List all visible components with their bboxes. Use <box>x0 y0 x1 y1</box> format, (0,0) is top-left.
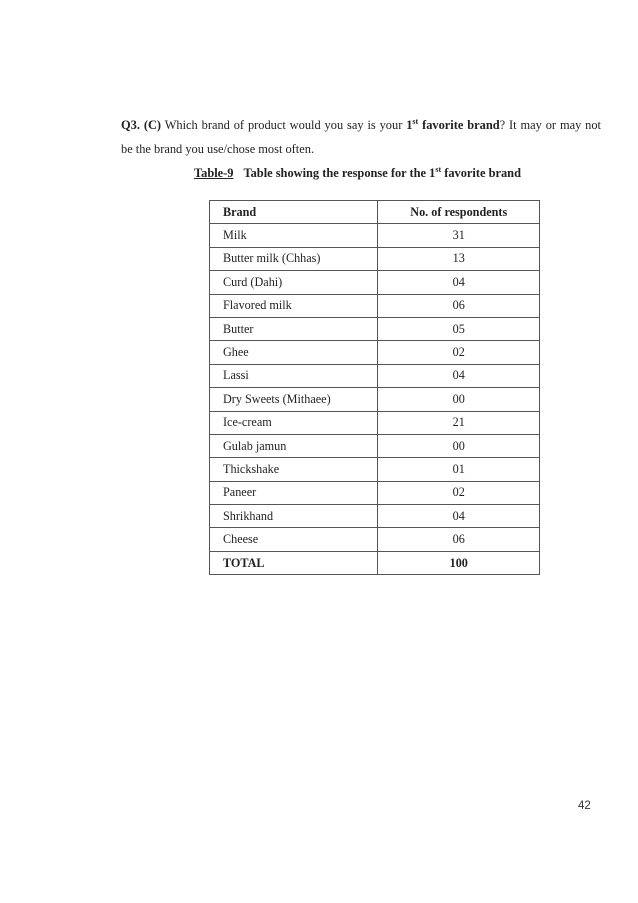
header-respondents: No. of respondents <box>378 201 540 224</box>
brand-cell: Curd (Dahi) <box>210 271 378 294</box>
page-number: 42 <box>578 800 591 812</box>
table-caption: Table-9 Table showing the response for the 1st favorite brand <box>194 164 521 180</box>
brand-table <box>209 200 540 575</box>
total-count: 100 <box>378 551 540 574</box>
brand-cell: Thickshake <box>210 458 378 481</box>
caption-text-end: favorite brand <box>441 166 521 180</box>
table-row <box>210 247 540 270</box>
brand-cell: Shrikhand <box>210 505 378 528</box>
brand-cell: Lassi <box>210 364 378 387</box>
respondents-cell: 00 <box>378 388 540 411</box>
respondents-cell: 05 <box>378 317 540 340</box>
brand-cell: Paneer <box>210 481 378 504</box>
table-row <box>210 364 540 387</box>
table-row <box>210 505 540 528</box>
table-number: Table-9 <box>194 166 234 180</box>
table-row <box>210 481 540 504</box>
table-row <box>210 271 540 294</box>
brand-cell: Dry Sweets (Mithaee) <box>210 388 378 411</box>
question-text-after: ? It may or may not be the brand you use/chose most often. <box>121 118 601 156</box>
header-brand: Brand <box>210 201 378 224</box>
respondents-cell: 06 <box>378 294 540 317</box>
brand-cell: Gulab jamun <box>210 434 378 457</box>
table-row <box>210 294 540 317</box>
table-header-row <box>210 201 540 224</box>
table-row <box>210 434 540 457</box>
table-row <box>210 458 540 481</box>
respondents-cell: 21 <box>378 411 540 434</box>
brand-cell: Butter <box>210 317 378 340</box>
table-row <box>210 411 540 434</box>
respondents-cell: 04 <box>378 271 540 294</box>
respondents-cell: 06 <box>378 528 540 551</box>
respondents-cell: 04 <box>378 364 540 387</box>
respondents-cell: 13 <box>378 247 540 270</box>
respondents-cell: 31 <box>378 224 540 247</box>
respondents-cell: 00 <box>378 434 540 457</box>
brand-cell: Ghee <box>210 341 378 364</box>
table-row <box>210 528 540 551</box>
table-row <box>210 224 540 247</box>
total-label: TOTAL <box>210 551 378 574</box>
table-total-row <box>210 551 540 574</box>
brand-cell: Milk <box>210 224 378 247</box>
respondents-cell: 02 <box>378 341 540 364</box>
caption-text: Table showing the response for the 1 <box>243 166 436 180</box>
brand-cell: Ice-cream <box>210 411 378 434</box>
question-text-before: Which brand of product would you say is your <box>161 118 407 132</box>
question-emphasis: 1st favorite brand <box>406 116 500 132</box>
table-row <box>210 341 540 364</box>
respondents-cell: 04 <box>378 505 540 528</box>
brand-cell: Butter milk (Chhas) <box>210 247 378 270</box>
question-paragraph <box>121 113 601 161</box>
table-row <box>210 317 540 340</box>
brand-cell: Cheese <box>210 528 378 551</box>
question-label: Q3. (C) <box>121 118 162 132</box>
respondents-cell: 02 <box>378 481 540 504</box>
brand-cell: Flavored milk <box>210 294 378 317</box>
table-row <box>210 388 540 411</box>
respondents-cell: 01 <box>378 458 540 481</box>
